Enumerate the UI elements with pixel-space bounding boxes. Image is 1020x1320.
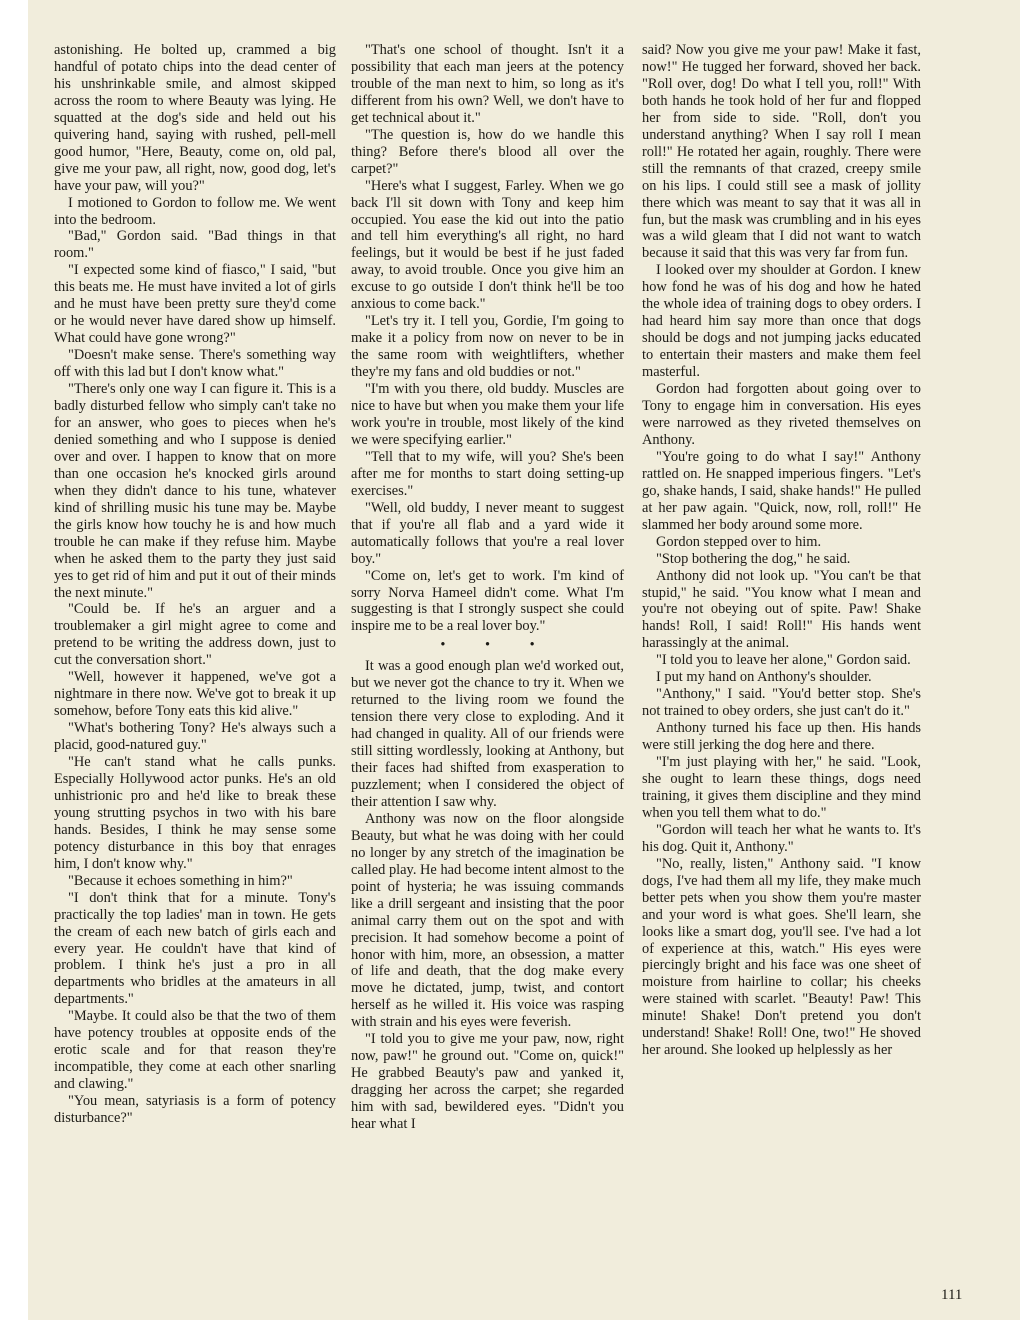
paragraph: "You mean, satyriasis is a form of potency disturbance?" bbox=[54, 1093, 336, 1127]
paragraph: "I told you to leave her alone," Gordon said. bbox=[656, 652, 911, 669]
paragraph: Gordon had forgotten about going over to Tony to engage him in conversation. His eyes were narrowed as they riveted themselves on Anthony. bbox=[642, 381, 921, 448]
paragraph: Anthony was now on the floor alongside Beauty, but what he was doing with her could no longer by any stretch of the imagination be called play. He had become intent almost to the point of hysteria; he was issuing commands like a drill sergeant and insisting that the poor animal carry them out on the spot and with precision. It had somehow become a point of honor with him, more, an obsession, a matter of life and death, that the dog make every move he dictated, jump, twist, and contort herself as he willed it. His voice was rasping with strain and his eyes were feverish. bbox=[351, 810, 624, 1031]
paragraph: It was a good enough plan we'd worked out, but we never got the chance to try it. When we returned to the living room we found the tension there very close to exploding. And it had changed in quality. All of our friends were still sitting wordlessly, looking at Anthony, but their faces had shifted from exasperation to puzzlement; when I considered the object of their attention I saw why. bbox=[351, 658, 624, 810]
paragraph: "I told you to give me your paw, now, right now, paw!" he ground out. "Come on, quick!" He grabbed Beauty's paw and yanked it, dragging her across the carpet; she regarded him with sad, bewildered eyes. "Didn't you hear what I bbox=[351, 1031, 624, 1133]
paragraph: "Bad," Gordon said. "Bad things in that room." bbox=[54, 228, 336, 262]
paragraph: "Well, old buddy, I never meant to suggest that if you're all flab and a yard wide it automatically follows that you're a real lover boy." bbox=[351, 499, 624, 567]
paragraph: "That's one school of thought. Isn't it a possibility that each man jeers at the potency trouble of the man next to him, so long as it's different from his own? Well, we don't have to get technical about it." bbox=[351, 42, 624, 126]
paragraph: astonishing. He bolted up, crammed a big handful of potato chips into the dead center of his unshrinkable smile, and almost skipped across the room to where Beauty was lying. He squatted at the dog's side and held out his quivering hand, saying with rushed, pell-mell good humor, "Here, Beauty, come on, old pal, give me your paw, all right, now, good dog, let's have your paw, will you?" bbox=[54, 42, 336, 194]
paragraph: "The question is, how do we handle this thing? Before there's blood all over the carpet?" bbox=[351, 126, 624, 177]
paragraph: "Stop bothering the dog," he said. bbox=[656, 550, 851, 567]
paragraph: "Let's try it. I tell you, Gordie, I'm going to make it a policy from now on never to be in the same room with weightlifters, whether they're my fans and old buddies or not." bbox=[351, 313, 624, 381]
paragraph: "What's bothering Tony? He's always such a placid, good-natured guy." bbox=[54, 720, 336, 754]
paragraph: "I'm with you there, old buddy. Muscles are nice to have but when you make them your life work you're in trouble, most likely of the kind we were specifying earlier." bbox=[351, 381, 624, 448]
paragraph: I looked over my shoulder at Gordon. I knew how fond he was of his dog and how he hated the whole idea of training dogs to obey orders. I had heard him say more than once that dogs should be dogs and not jumping jacks educated to entertain their masters and make them feel masterful. bbox=[642, 262, 921, 381]
paragraph: "I expected some kind of fiasco," I said, "but this beats me. He must have invited a lot of girls and he must have been pretty sure they'd come or he would never have dared show up himself. What could have gone wrong?" bbox=[54, 262, 336, 347]
paragraph: "You're going to do what I say!" Anthony rattled on. He snapped imperious fingers. "Let's go, shake hands, I said, shake hands!" He pulled at her paw again. "Quick, now, roll, roll!" He slammed her body around some more. bbox=[642, 448, 921, 533]
paragraph: "He can't stand what he calls punks. Especially Hollywood actor punks. He's an old unhistrionic pro and he'd like to break these young strutting psychos in two with his bare hands. Besides, I think he may sense some potency disturbance in this boy that enrages him, I don't know why." bbox=[54, 754, 336, 872]
paragraph: I put my hand on Anthony's shoulder. bbox=[656, 669, 872, 686]
paragraph: "Here's what I suggest, Farley. When we go back I'll sit down with Tony and keep him occupied. You ease the kid out into the patio and tell him everything's all right, no hard feelings, but it would be best if he just faded away, to avoid trouble. Once you give him an excuse to go outside I don't think he'll be too anxious to come back." bbox=[351, 177, 624, 313]
paragraph: "Could be. If he's an arguer and a troublemaker a girl might agree to come and pretend to be writing the address down, just to cut the conversation short." bbox=[54, 601, 336, 669]
paragraph: "Tell that to my wife, will you? She's been after me for months to start doing setting-up exercises." bbox=[351, 448, 624, 499]
paragraph: "Anthony," I said. "You'd better stop. She's not trained to obey orders, she just can't do it." bbox=[642, 686, 921, 720]
paragraph: "Because it echoes something in him?" bbox=[68, 872, 293, 889]
paragraph: "There's only one way I can figure it. This is a badly disturbed fellow who simply can't take no for an answer, who goes to pieces when he's denied something and who I suppose is denied over and over. I happen to know that on more than one occasion he's knocked girls around when they didn't dance to his tune, whatever kind of shrilling music his tune may be. Maybe the girls know how touchy he is and how much trouble he can make if they refuse him. Maybe when he asked them to the party they just said yes to get rid of him and put it out of their minds the next minute." bbox=[54, 381, 336, 601]
paragraph: Gordon stepped over to him. bbox=[656, 533, 822, 550]
paragraph: said? Now you give me your paw! Make it fast, now!" He tugged her forward, shoved her back. "Roll over, dog! Do what I tell you, roll!" With both hands he took hold of her fur and flopped her from side to side. "Roll, don't you understand anything? When I say roll I mean roll!" He rotated her again, roughly. There were still the remnants of that crazed, creepy smile on his lips. I could still see a mask of jollity there which was meant to say that it was all in fun, but the mask was crumbling and in his eyes was a wild gleam that I did not want to watch because it said that this was very far from fun. bbox=[642, 42, 921, 262]
magazine-page bbox=[28, 0, 1020, 1320]
paragraph: "I don't think that for a minute. Tony's practically the top ladies' man in town. He gets the cream of each new batch of girls each and every year. He couldn't have that kind of problem. I think he's just a pro in all departments who bridles at the amateurs in all departments." bbox=[54, 889, 336, 1008]
text-column-2 bbox=[351, 42, 624, 1133]
paragraph: "Doesn't make sense. There's something way off with this lad but I don't know what." bbox=[54, 347, 336, 381]
paragraph: "I'm just playing with her," he said. "Look, she ought to learn these things, dogs need training, it gives them discipline and they mind when you tell them what to do." bbox=[642, 754, 921, 821]
paragraph: "Gordon will teach her what he wants to. It's his dog. Quit it, Anthony." bbox=[642, 821, 921, 855]
paragraph: "Come on, let's get to work. I'm kind of sorry Norva Hameel didn't come. What I'm suggesting is that I strongly suspect she could inspire me to be a real lover boy." bbox=[351, 567, 624, 635]
paragraph: I motioned to Gordon to follow me. We went into the bedroom. bbox=[54, 194, 336, 228]
paragraph: "Maybe. It could also be that the two of them have potency troubles at opposite ends of the erotic scale and for that reason they're incompatible, they come at each other snarling and clawing." bbox=[54, 1008, 336, 1093]
text-column-3 bbox=[642, 42, 921, 1059]
section-break: • • • bbox=[440, 637, 553, 654]
paragraph: Anthony turned his face up then. His hands were still jerking the dog here and there. bbox=[642, 720, 921, 754]
text-column-1 bbox=[54, 42, 336, 1127]
paragraph: "No, really, listen," Anthony said. "I know dogs, I've had them all my life, they make much better pets when you show them you're master and your word is what goes. She'll learn, she looks like a smart dog, you'll see. I've had a lot of experience at this, watch." His eyes were piercingly bright and his face was one sheet of moisture from hairline to collar; his cheeks were stained with scarlet. "Beauty! Paw! This minute! Shake! Don't pretend you don't understand! Shake! Roll! One, two!" He shoved her around. She looked up helplessly as her bbox=[642, 855, 921, 1059]
paragraph: "Well, however it happened, we've got a nightmare in there now. We've got to break it up somehow, before Tony eats this kid alive." bbox=[54, 669, 336, 720]
page-number: 111 bbox=[941, 1287, 963, 1303]
paragraph: Anthony did not look up. "You can't be that stupid," he said. "You know what I mean and you're not obeying out of spite. Paw! Shake hands! Roll, I said! Roll!" His hands went harassingly at the animal. bbox=[642, 567, 921, 652]
